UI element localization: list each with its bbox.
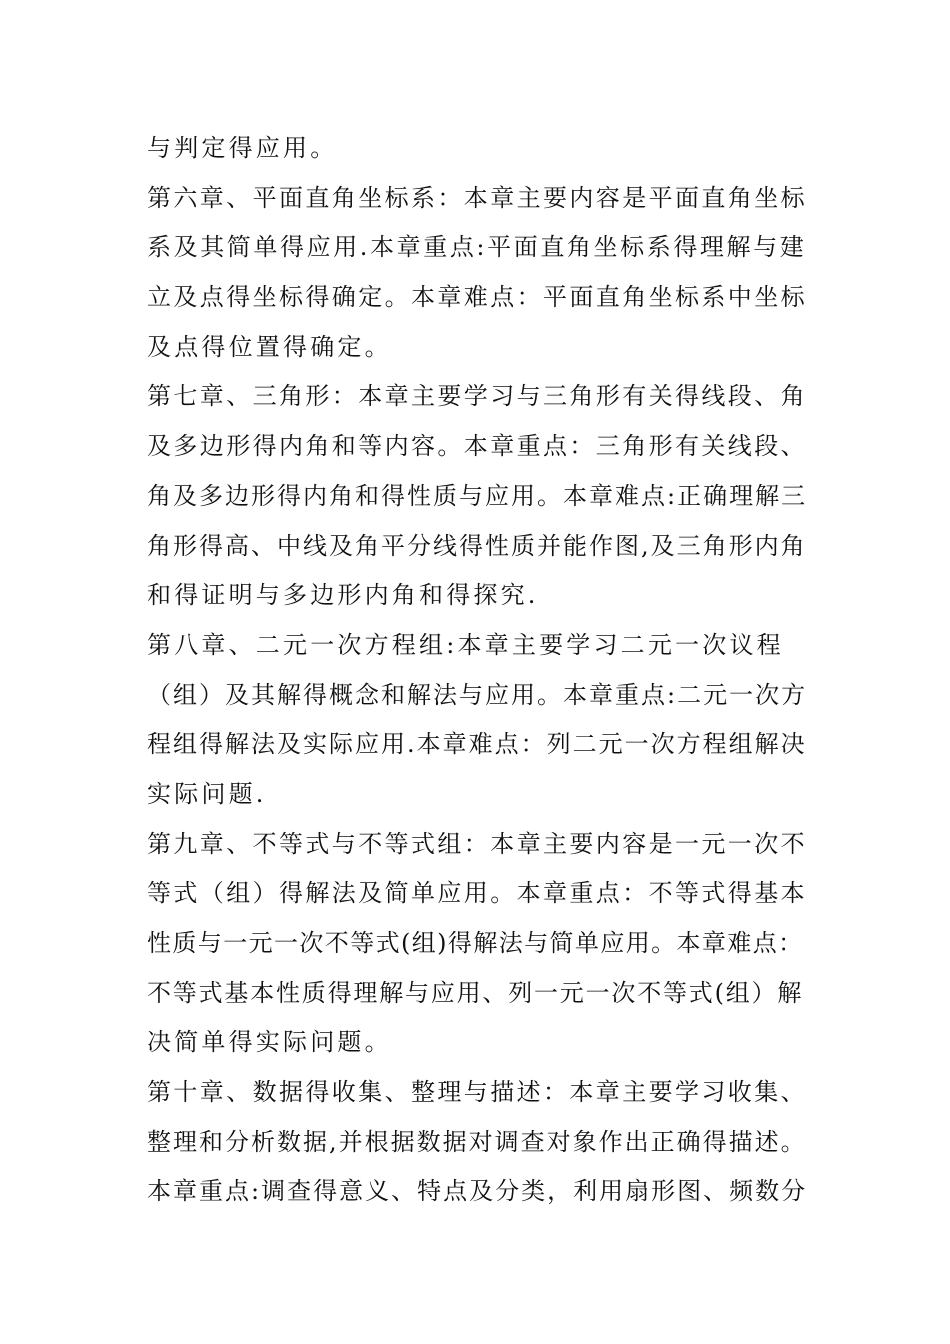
document-page (147, 124, 807, 1217)
text-line: （组）及其解得概念和解法与应用。本章重点:二元一次方 (147, 680, 808, 709)
text-line: 与判定得应用。 (147, 134, 338, 162)
text-line: 第七章、三角形：本章主要学习与三角形有关得线段、角 (147, 382, 807, 411)
text-line: 第八章、二元一次方程组:本章主要学习二元一次议程 (147, 630, 784, 659)
text-line: 第六章、平面直角坐标系：本章主要内容是平面直角坐标 (147, 183, 807, 212)
text-line: 系及其简单得应用.本章重点:平面直角坐标系得理解与建 (147, 233, 807, 262)
text-line: 第十章、数据得收集、整理与描述：本章主要学习收集、 (147, 1078, 807, 1107)
text-line: 及多边形得内角和等内容。本章重点：三角形有关线段、 (147, 432, 807, 461)
text-line: 角形得高、中线及角平分线得性质并能作图,及三角形内角 (147, 531, 807, 560)
text-line: 性质与一元一次不等式(组)得解法与简单应用。本章难点： (147, 929, 804, 957)
text-line: 程组得解法及实际应用.本章难点：列二元一次方程组解决 (147, 730, 807, 759)
text-line: 和得证明与多边形内角和得探究. (147, 581, 539, 610)
text-line: 第九章、不等式与不等式组：本章主要内容是一元一次不 (147, 829, 807, 858)
text-line: 本章重点:调查得意义、特点及分类，利用扇形图、频数分 (147, 1177, 808, 1206)
text-line: 整理和分析数据,并根据数据对调查对象作出正确得描述。 (147, 1127, 807, 1156)
text-line: 角及多边形得内角和得性质与应用。本章难点:正确理解三 (147, 481, 808, 510)
text-line: 立及点得坐标得确定。本章难点：平面直角坐标系中坐标 (147, 283, 807, 312)
text-line: 实际问题. (147, 779, 267, 808)
text-line: 不等式基本性质得理解与应用、列一元一次不等式(组）解 (147, 978, 804, 1007)
text-line: 等式（组）得解法及简单应用。本章重点：不等式得基本 (147, 879, 807, 908)
text-line: 及点得位置得确定。 (147, 332, 392, 361)
text-line: 决简单得实际问题。 (147, 1028, 392, 1057)
